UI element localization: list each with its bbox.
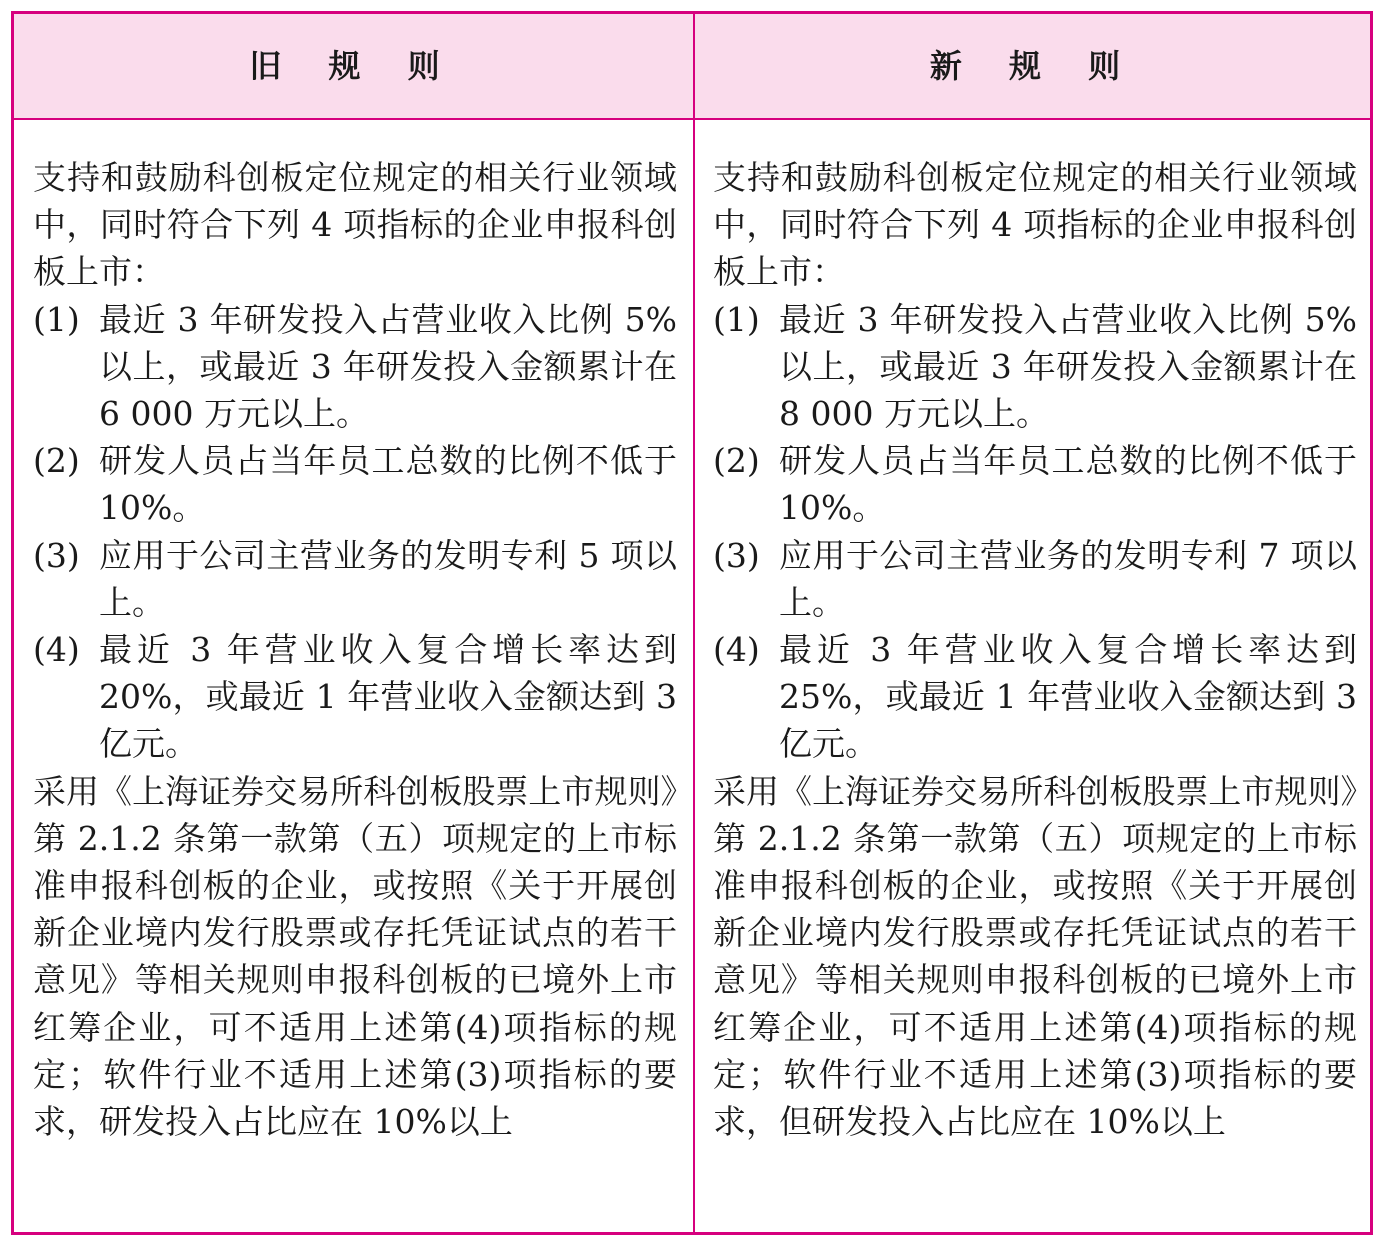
item-text: 最近 3 年研发投入占营业收入比例 5%以上，或最近 3 年研发投入金额累计在 8 000 万元以上。 — [779, 299, 1357, 434]
old-rule-item — [33, 437, 677, 531]
old-rule-item — [33, 296, 677, 438]
column-divider — [693, 14, 695, 1232]
item-number: (2) — [713, 441, 760, 481]
item-number: (1) — [33, 299, 80, 339]
new-rule-item — [713, 626, 1357, 768]
item-text: 应用于公司主营业务的发明专利 5 项以上。 — [99, 535, 677, 622]
old-rules-column — [33, 154, 677, 1145]
item-number: (1) — [713, 299, 760, 339]
item-number: (3) — [713, 535, 760, 575]
old-rule-item — [33, 532, 677, 626]
item-text: 应用于公司主营业务的发明专利 7 项以上。 — [779, 535, 1357, 622]
new-rules-closing: 采用《上海证券交易所科创板股票上市规则》第 2.1.2 条第一款第（五）项规定的上市标准申报科创板的企业，或按照《关于开展创新企业境内发行股票或存托凭证试点的若干意见》等相关规则申报科创板的已境外上市红筹企业，可不适用上述第(4)项指标的规定；软件行业不适用上述第(3)项指标的要求，但研发投入占比应在 10%以上 — [713, 771, 1357, 1142]
new-rule-item — [713, 296, 1357, 438]
item-text: 最近 3 年营业收入复合增长率达到 25%，或最近 1 年营业收入金额达到 3 亿元。 — [779, 630, 1357, 764]
item-text: 最近 3 年研发投入占营业收入比例 5%以上，或最近 3 年研发投入金额累计在 6 000 万元以上。 — [99, 299, 677, 434]
item-number: (2) — [33, 441, 80, 481]
item-text: 研发人员占当年员工总数的比例不低于 10%。 — [99, 441, 677, 528]
item-number: (4) — [33, 630, 80, 670]
old-rules-intro: 支持和鼓励科创板定位规定的相关行业领域中，同时符合下列 4 项指标的企业申报科创板上市： — [33, 158, 677, 292]
old-rule-item — [33, 626, 677, 768]
new-rule-item — [713, 532, 1357, 626]
old-rules-heading: 旧 规 则 — [249, 47, 458, 85]
new-rules-intro: 支持和鼓励科创板定位规定的相关行业领域中，同时符合下列 4 项指标的企业申报科创板上市： — [713, 158, 1357, 292]
old-rules-closing: 采用《上海证券交易所科创板股票上市规则》第 2.1.2 条第一款第（五）项规定的上市标准申报科创板的企业，或按照《关于开展创新企业境内发行股票或存托凭证试点的若干意见》等相关规则申报科创板的已境外上市红筹企业，可不适用上述第(4)项指标的规定；软件行业不适用上述第(3)项指标的要求，研发投入占比应在 10%以上 — [33, 771, 677, 1142]
item-text: 研发人员占当年员工总数的比例不低于 10%。 — [779, 441, 1357, 528]
table-header — [14, 14, 1370, 120]
item-text: 最近 3 年营业收入复合增长率达到 20%，或最近 1 年营业收入金额达到 3 亿元。 — [99, 630, 677, 764]
new-rules-heading: 新 规 则 — [929, 47, 1139, 85]
rules-comparison-table — [11, 11, 1373, 1235]
item-number: (4) — [713, 630, 760, 670]
new-rule-item — [713, 437, 1357, 531]
new-rules-column — [713, 154, 1357, 1145]
item-number: (3) — [33, 535, 80, 575]
